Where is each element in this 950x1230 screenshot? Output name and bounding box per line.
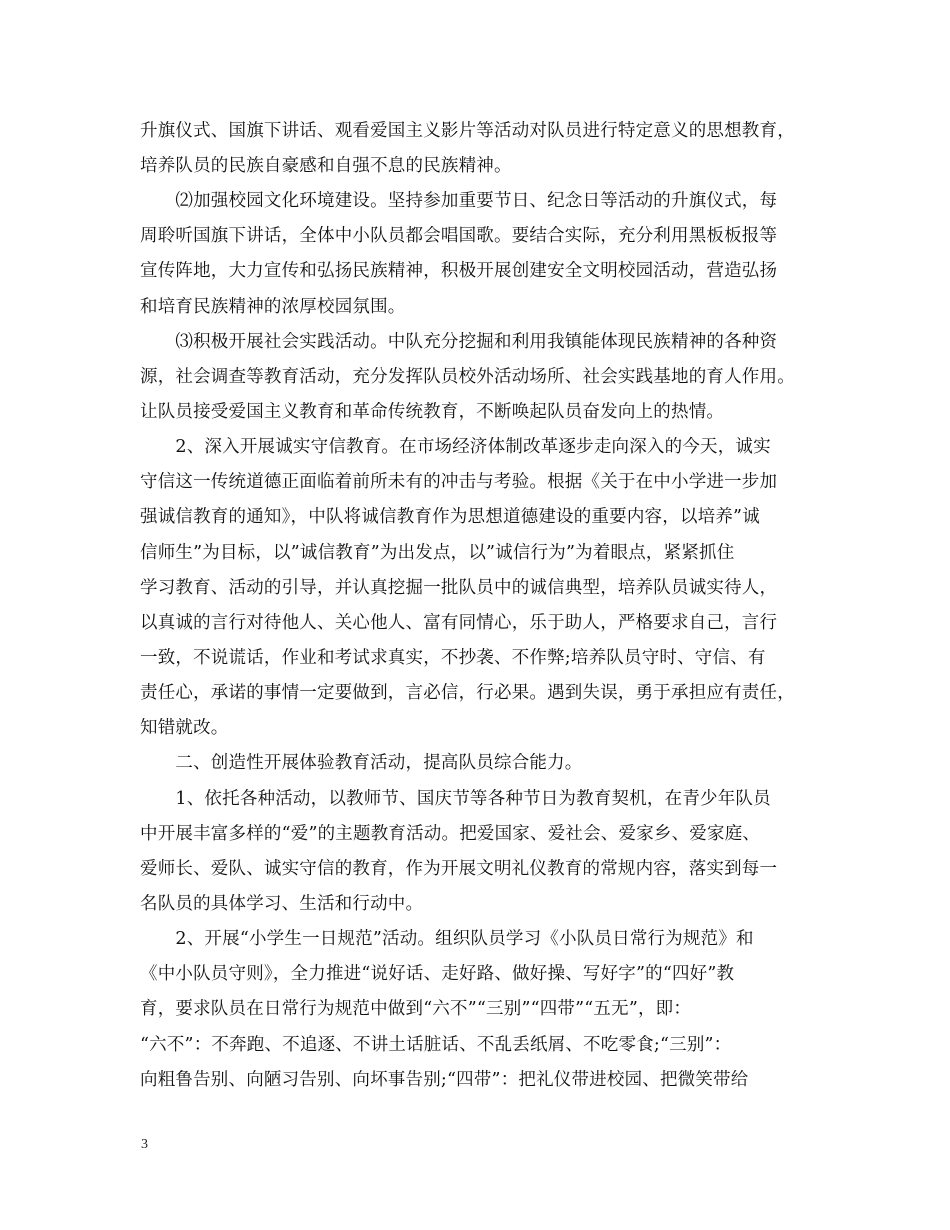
text-line: 升旗仪式、国旗下讲话、观看爱国主义影片等活动对队员进行特定意义的思想教育， <box>140 121 795 141</box>
text-line: 周聆听国旗下讲话，全体中小队员都会唱国歌。要结合实际，充分利用黑板板报等 <box>140 226 778 246</box>
text-line: 《中小队员守则》，全力推进“说好话、走好路、做好操、写好字”的“四好”教 <box>140 964 735 984</box>
text-line: 知错就改。 <box>140 718 229 738</box>
text-line: 以真诚的言行对待他人、关心他人、富有同情心，乐于助人，严格要求自己，言行 <box>140 613 778 633</box>
text-line: 一致，不说谎话，作业和考试求真实，不抄袭、不作弊;培养队员守时、守信、有 <box>140 648 766 668</box>
text-line: 2、深入开展诚实守信教育。在市场经济体制改革逐步走向深入的今天，诚实 <box>140 437 771 457</box>
text-line: 爱师长、爱队、诚实守信的教育，作为开展文明礼仪教育的常规内容，落实到每一 <box>140 859 778 879</box>
text-line: 学习教育、活动的引导，并认真挖掘一批队员中的诚信典型，培养队员诚实待人， <box>140 578 778 598</box>
text-line: ⑵加强校园文化环境建设。坚持参加重要节日、纪念日等活动的升旗仪式，每 <box>140 191 778 211</box>
text-line: ⑶积极开展社会实践活动。中队充分挖掘和利用我镇能体现民族精神的各种资 <box>140 332 778 352</box>
text-line: 育，要求队员在日常行为规范中做到“六不”“三别”“四带”“五无”，即： <box>140 999 692 1019</box>
text-line: 和培育民族精神的浓厚校园氛围。 <box>140 297 406 317</box>
text-line: 二、创造性开展体验教育活动，提高队员综合能力。 <box>140 753 583 773</box>
text-line: 1、依托各种活动，以教师节、国庆节等各种节日为教育契机，在青少年队员 <box>140 789 771 809</box>
text-line: 向粗鲁告别、向陋习告别、向坏事告别;“四带”：把礼仪带进校园、把微笑带给 <box>140 1070 749 1090</box>
text-line: 让队员接受爱国主义教育和革命传统教育，不断唤起队员奋发向上的热情。 <box>140 402 725 422</box>
text-line: 责任心，承诺的事情一定要做到，言必信，行必果。遇到失误，勇于承担应有责任， <box>140 683 795 703</box>
text-line: 源，社会调查等教育活动，充分发挥队员校外活动场所、社会实践基地的育人作用。 <box>140 367 795 387</box>
text-line: 2、开展“小学生一日规范”活动。组织队员学习《小队员日常行为规范》和 <box>140 929 754 949</box>
page-number: 3 <box>141 1137 148 1152</box>
text-line: 中开展丰富多样的“爱”的主题教育活动。把爱国家、爱社会、爱家乡、爱家庭、 <box>140 824 761 844</box>
text-line: “六不”：不奔跑、不追逐、不讲土话脏话、不乱丢纸屑、不吃零食;“三别”： <box>140 1035 732 1055</box>
text-line: 强诚信教育的通知》，中队将诚信教育作为思想道德建设的重要内容，以培养”诚 <box>140 507 760 527</box>
text-line: 守信这一传统道德正面临着前所未有的冲击与考验。根据《关于在中小学进一步加 <box>140 472 778 492</box>
text-line: 信师生”为目标，以”诚信教育”为出发点，以”诚信行为”为着眼点，紧紧抓住 <box>140 543 735 563</box>
text-line: 培养队员的民族自豪感和自强不息的民族精神。 <box>140 156 512 176</box>
text-line: 宣传阵地，大力宣传和弘扬民族精神，积极开展创建安全文明校园活动，营造弘扬 <box>140 261 778 281</box>
text-line: 名队员的具体学习、生活和行动中。 <box>140 894 424 914</box>
